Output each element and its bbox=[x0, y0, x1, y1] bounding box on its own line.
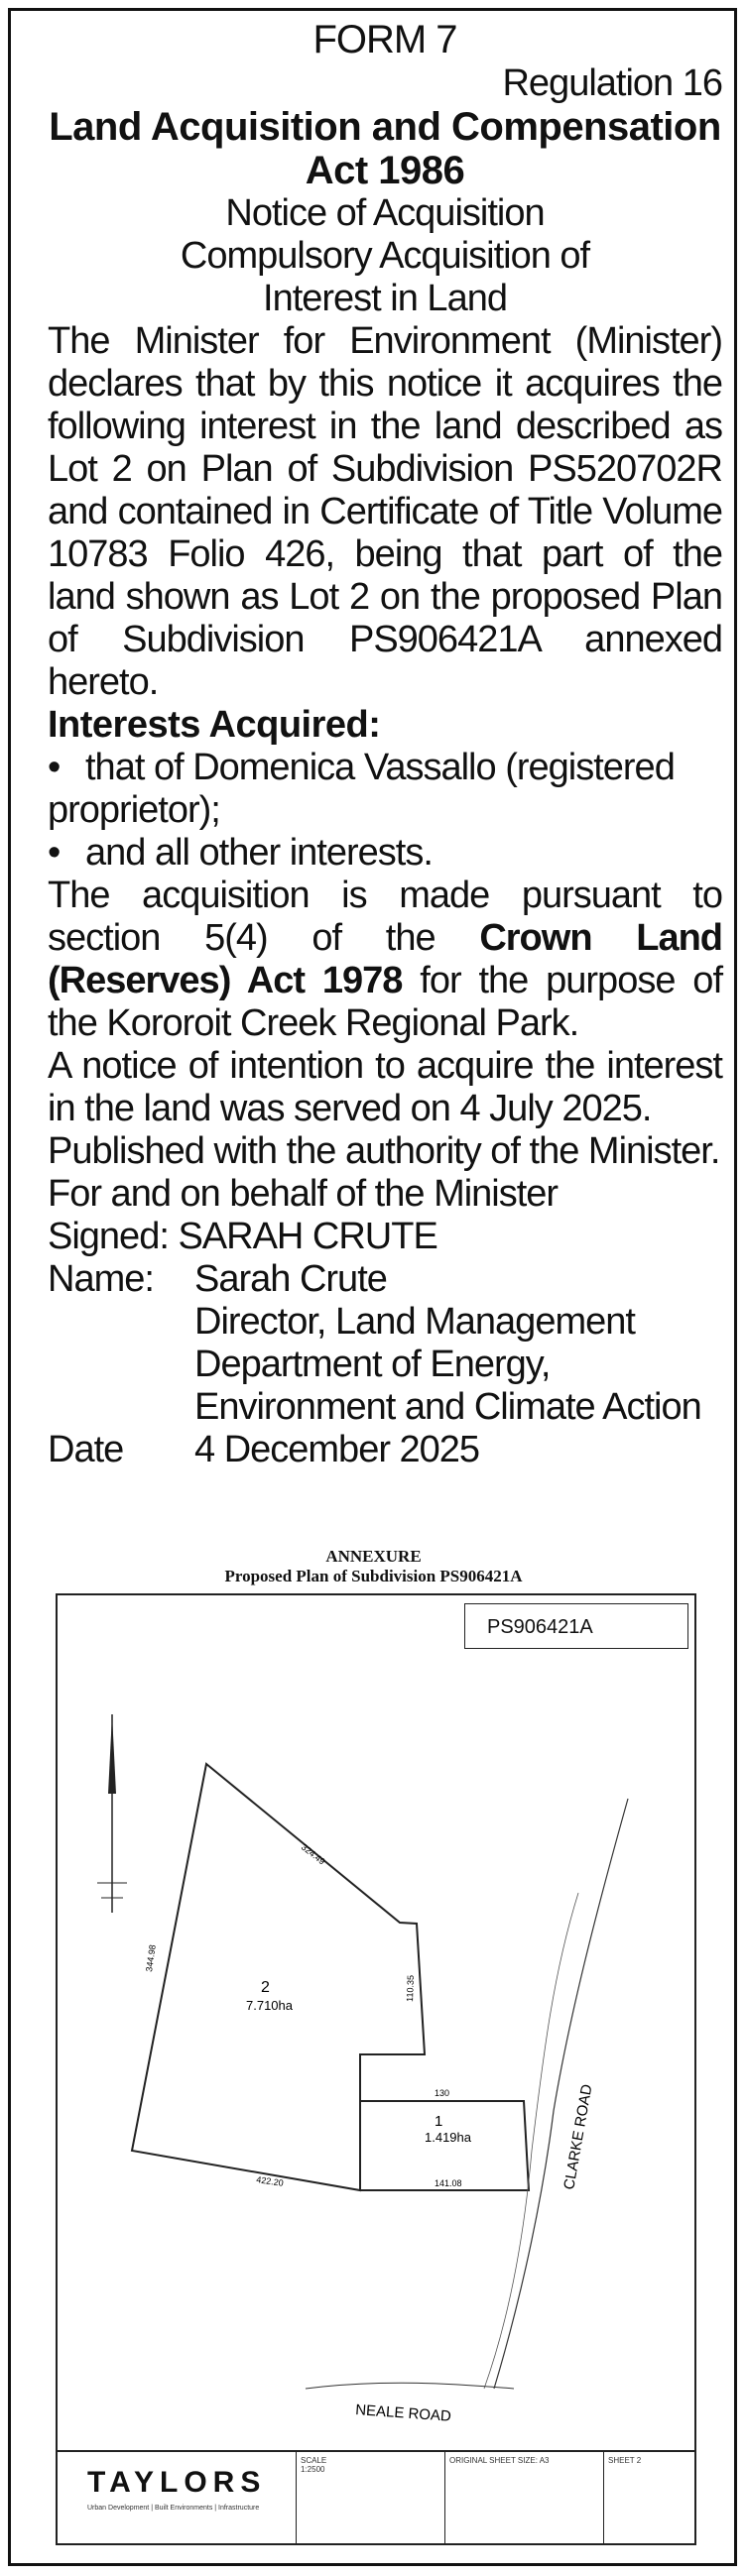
date-value: 4 December 2025 bbox=[194, 1429, 480, 1470]
plan-id-box: PS906421A bbox=[464, 1603, 688, 1649]
title-block bbox=[58, 2450, 694, 2543]
name-row bbox=[48, 1258, 722, 1429]
logo-subtitle: Urban Development | Built Environments | Infrastructure bbox=[87, 2505, 260, 2512]
notice-content bbox=[48, 18, 722, 1471]
plan-drawing bbox=[58, 1595, 694, 2454]
interest-item-text: and all other interests. bbox=[85, 832, 433, 874]
interest-item bbox=[48, 747, 722, 832]
bullet-icon: • bbox=[48, 747, 61, 788]
act-title-line1: Land Acquisition and Compensation bbox=[49, 105, 721, 149]
dim-lot1-bottom: 141.08 bbox=[435, 2178, 462, 2188]
north-arrow-icon bbox=[97, 1714, 127, 1913]
clarke-road-label: CLARKE ROAD bbox=[560, 2082, 596, 2191]
original-sheet: ORIGINAL SHEET SIZE: A3 bbox=[444, 2452, 603, 2543]
neale-road-edge bbox=[306, 2383, 514, 2389]
neale-road-label: NEALE ROAD bbox=[354, 2401, 452, 2425]
name-value: Sarah Crute bbox=[194, 1258, 387, 1300]
dim-bottom: 422.20 bbox=[255, 2174, 285, 2188]
sheet-number: SHEET 2 bbox=[603, 2452, 694, 2543]
lot1-boundary bbox=[360, 2101, 529, 2190]
role-line2: Department of Energy, Environment and Climate Action bbox=[194, 1344, 701, 1428]
act-title-line2: Act 1986 bbox=[305, 149, 465, 192]
date-row bbox=[48, 1429, 722, 1471]
intro-paragraph: The Minister for Environment (Minister) declares that by this notice it acquires the following interest in the land described as Lot 2 on Plan of Subdivision PS520702R and contained in Certificate of Title Volume 10783 Folio 426, being that part of the land shown as Lot 2 on the proposed Plan of Subdivision PS906421A annexed hereto. bbox=[48, 320, 722, 703]
intention-paragraph: A notice of intention to acquire the interest in the land was served on 4 July 2025. bbox=[48, 1045, 722, 1129]
date-label: Date bbox=[48, 1429, 124, 1470]
notice-heading-line2: Compulsory Acquisition of bbox=[180, 235, 590, 277]
pursuant-purpose: for the purpose of the Kororoit Creek Regional Park. bbox=[48, 960, 722, 1044]
published-paragraph: Published with the authority of the Minister. bbox=[48, 1130, 720, 1172]
lot2-boundary bbox=[132, 1764, 425, 2190]
interest-item bbox=[48, 832, 722, 875]
pursuant-paragraph bbox=[48, 875, 722, 1045]
lot2-area: 7.710ha bbox=[246, 1998, 293, 2013]
bullet-icon: • bbox=[48, 832, 61, 874]
dim-left: 344.98 bbox=[144, 1943, 158, 1973]
form-title: FORM 7 bbox=[312, 18, 457, 61]
behalf-line: For and on behalf of the Minister bbox=[48, 1173, 559, 1215]
clarke-road-edge bbox=[494, 1799, 628, 2389]
act-reference: Crown Land (Reserves) Act 1978 bbox=[48, 917, 722, 1001]
survey-plan bbox=[56, 1593, 696, 2545]
taylors-logo: TAYLORS bbox=[87, 2466, 267, 2499]
notice-heading-line1: Notice of Acquisition bbox=[225, 192, 545, 234]
dim-lot1-top: 130 bbox=[435, 2088, 450, 2098]
scale-value: 1:2500 bbox=[301, 2465, 325, 2474]
dim-mid: 110.35 bbox=[405, 1974, 416, 2003]
lot2-number: 2 bbox=[261, 1979, 270, 1996]
role-line1: Director, Land Management bbox=[194, 1301, 635, 1343]
notice-heading-line3: Interest in Land bbox=[263, 278, 507, 319]
annexure-header bbox=[0, 1547, 747, 1586]
signed-line: Signed: SARAH CRUTE bbox=[48, 1216, 437, 1257]
dim-top: 324.49 bbox=[299, 1841, 327, 1867]
interests-heading: Interests Acquired: bbox=[48, 704, 381, 746]
lot1-area: 1.419ha bbox=[425, 2130, 471, 2145]
pursuant-text: The acquisition is made pursuant to section 5(4) of the bbox=[48, 875, 722, 959]
interest-item-text: that of Domenica Vassallo (registered proprietor); bbox=[48, 747, 675, 831]
scale-label: SCALE bbox=[301, 2456, 327, 2465]
annexure-subtitle: Proposed Plan of Subdivision PS906421A bbox=[224, 1567, 523, 1585]
regulation-label: Regulation 16 bbox=[502, 62, 722, 104]
annexure-title: ANNEXURE bbox=[325, 1547, 422, 1566]
name-label: Name: bbox=[48, 1258, 154, 1300]
lot1-number: 1 bbox=[435, 2113, 443, 2130]
